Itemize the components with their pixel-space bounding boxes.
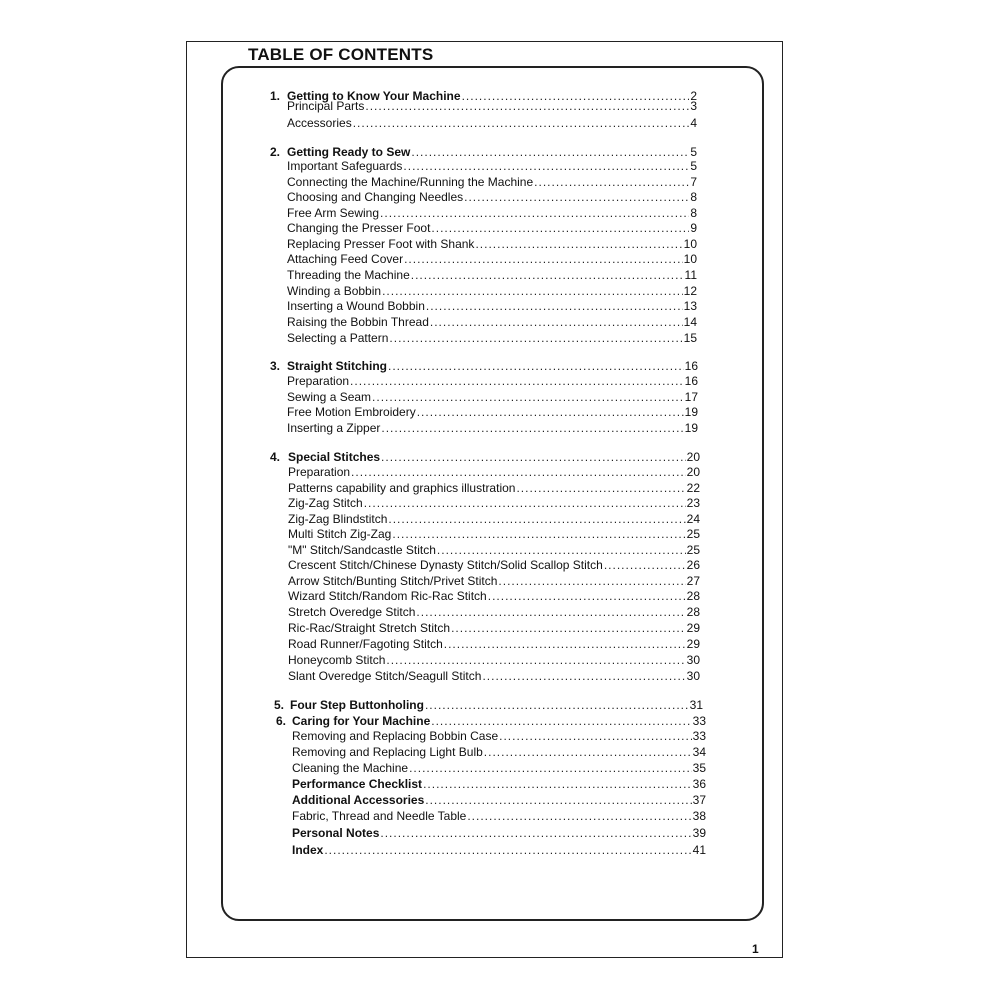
toc-entry-row <box>288 574 700 589</box>
toc-entry-row <box>287 175 697 190</box>
toc-page-number: 5 <box>690 145 697 159</box>
dot-leader <box>431 221 689 236</box>
toc-entry-label: Free Arm Sewing <box>287 206 380 220</box>
toc-entry-row <box>287 315 697 330</box>
toc-entry-label: Getting Ready to Sew <box>287 145 411 159</box>
toc-page-number: 17 <box>684 390 698 404</box>
toc-page-number: 33 <box>692 714 706 728</box>
toc-entry-row <box>287 421 698 436</box>
toc-page-number: 20 <box>686 450 700 464</box>
toc-entry-row <box>287 284 697 299</box>
toc-section-row <box>276 714 706 729</box>
dot-leader <box>365 99 689 114</box>
toc-entry-row <box>288 589 700 604</box>
toc-entry-label: Wizard Stitch/Random Ric-Rac Stitch <box>288 589 487 603</box>
dot-leader <box>425 793 691 808</box>
dot-leader <box>464 190 689 205</box>
toc-entry-row <box>287 237 697 252</box>
toc-entry-label: Caring for Your Machine <box>292 714 431 728</box>
toc-entry-row <box>292 777 706 792</box>
toc-entry-row <box>287 190 697 205</box>
toc-page-number: 8 <box>690 190 697 204</box>
toc-entry-row <box>288 621 700 636</box>
dot-leader <box>351 465 686 480</box>
toc-page-number: 2 <box>690 89 697 103</box>
dot-leader <box>423 777 692 792</box>
toc-entry-label: Slant Overedge Stitch/Seagull Stitch <box>288 669 482 683</box>
toc-entry-label: Removing and Replacing Light Bulb <box>292 745 483 759</box>
toc-entry-row <box>292 809 706 824</box>
dot-leader <box>444 637 686 652</box>
toc-entry-row <box>287 405 698 420</box>
toc-page-number: 19 <box>684 421 698 435</box>
dot-leader <box>389 331 682 346</box>
toc-entry-row <box>292 729 706 744</box>
toc-page-number: 34 <box>692 745 706 759</box>
toc-entry-label: Replacing Presser Foot with Shank <box>287 237 475 251</box>
dot-leader <box>604 558 686 573</box>
toc-entry-label: Straight Stitching <box>287 359 387 373</box>
toc-section-row <box>274 698 703 713</box>
toc-entry-label: Fabric, Thread and Needle Table <box>292 809 467 823</box>
toc-page-number: 25 <box>686 543 700 557</box>
toc-page-number: 9 <box>690 221 697 235</box>
toc-entry-label: Honeycomb Stitch <box>288 653 386 667</box>
toc-entry-label: Changing the Presser Foot <box>287 221 431 235</box>
toc-entry-label: Attaching Feed Cover <box>287 252 404 266</box>
toc-page-number: 25 <box>686 527 700 541</box>
toc-entry-row <box>292 826 706 841</box>
dot-leader <box>488 589 686 604</box>
toc-entry-label: Winding a Bobbin <box>287 284 382 298</box>
toc-page-number: 33 <box>692 729 706 743</box>
dot-leader <box>364 496 686 511</box>
dot-leader <box>516 481 685 496</box>
toc-entry-label: Preparation <box>287 374 350 388</box>
toc-entry-label: Connecting the Machine/Running the Machine <box>287 175 534 189</box>
toc-entry-row <box>288 637 700 652</box>
toc-entry-label: Road Runner/Fagoting Stitch <box>288 637 443 651</box>
toc-entry-label: Zig-Zag Stitch <box>288 496 363 510</box>
toc-page-number: 29 <box>686 621 700 635</box>
toc-entry-row <box>287 390 698 405</box>
toc-entry-row <box>287 206 697 221</box>
toc-entry-label: Sewing a Seam <box>287 390 372 404</box>
toc-page-number: 24 <box>686 512 700 526</box>
toc-page-number: 37 <box>692 793 706 807</box>
toc-entry-label: Removing and Replacing Bobbin Case <box>292 729 499 743</box>
toc-page-number: 19 <box>684 405 698 419</box>
toc-entry-label: Personal Notes <box>292 826 380 840</box>
toc-entry-row <box>292 745 706 760</box>
toc-entry-row <box>288 527 700 542</box>
toc-entry-label: Special Stitches <box>288 450 381 464</box>
toc-entry-label: Threading the Machine <box>287 268 410 282</box>
dot-leader <box>430 315 683 330</box>
toc-entry-label: Patterns capability and graphics illustration <box>288 481 516 495</box>
toc-entry-row <box>288 653 700 668</box>
toc-page-number: 16 <box>684 359 698 373</box>
dot-leader <box>404 252 683 267</box>
toc-entry-row <box>288 465 700 480</box>
page-number: 1 <box>752 942 759 956</box>
dot-leader <box>381 450 686 465</box>
toc-entry-label: Crescent Stitch/Chinese Dynasty Stitch/Solid Scallop Stitch <box>288 558 603 572</box>
toc-entry-label: Performance Checklist <box>292 777 423 791</box>
dot-leader <box>372 390 684 405</box>
dot-leader <box>411 268 684 283</box>
toc-page-number: 11 <box>684 268 697 282</box>
dot-leader <box>498 574 685 589</box>
toc-page-number: 14 <box>683 315 697 329</box>
toc-section-number: 4. <box>270 450 281 464</box>
toc-page-number: 8 <box>690 206 697 220</box>
toc-entry-row <box>288 605 700 620</box>
toc-section-row <box>270 359 698 374</box>
toc-entry-label: Multi Stitch Zig-Zag <box>288 527 392 541</box>
dot-leader <box>534 175 689 190</box>
toc-entry-label: Accessories <box>287 116 352 130</box>
toc-entry-row <box>287 116 697 131</box>
toc-page-number: 15 <box>683 331 697 345</box>
toc-page-number: 5 <box>690 159 697 173</box>
toc-page-number: 30 <box>686 653 700 667</box>
toc-page-number: 39 <box>692 826 706 840</box>
toc-page-number: 22 <box>686 481 700 495</box>
toc-entry-label: Free Motion Embroidery <box>287 405 416 419</box>
dot-leader <box>388 359 684 374</box>
toc-entry-row <box>288 481 700 496</box>
toc-entry-row <box>287 221 697 236</box>
toc-entry-label: Raising the Bobbin Thread <box>287 315 429 329</box>
toc-page-number: 10 <box>683 237 697 251</box>
toc-entry-row <box>292 761 706 776</box>
toc-entry-label: Four Step Buttonholing <box>290 698 424 712</box>
toc-entry-row <box>287 99 697 114</box>
toc-entry-row <box>288 669 700 684</box>
dot-leader <box>484 745 692 760</box>
toc-entry-label: Principal Parts <box>287 99 365 113</box>
toc-section-row <box>270 450 700 465</box>
dot-leader <box>417 405 684 420</box>
toc-entry-row <box>292 793 706 808</box>
toc-page-number: 29 <box>686 637 700 651</box>
toc-entry-label: Inserting a Wound Bobbin <box>287 299 425 313</box>
dot-leader <box>324 843 691 858</box>
toc-page-number: 28 <box>686 605 700 619</box>
toc-entry-row <box>288 543 700 558</box>
page-title: TABLE OF CONTENTS <box>248 45 434 64</box>
dot-leader <box>388 512 685 527</box>
toc-section-number: 2. <box>270 145 281 159</box>
dot-leader <box>392 527 685 542</box>
toc-section-number: 5. <box>274 698 285 712</box>
toc-page-number: 26 <box>686 558 700 572</box>
toc-entry-row <box>288 512 700 527</box>
toc-page-number: 35 <box>692 761 706 775</box>
toc-section-row <box>270 145 697 160</box>
dot-leader <box>467 809 691 824</box>
toc-page-number: 16 <box>684 374 698 388</box>
toc-page-number: 41 <box>692 843 706 857</box>
toc-page-number: 28 <box>686 589 700 603</box>
toc-entry-label: Stretch Overedge Stitch <box>288 605 416 619</box>
toc-entry-row <box>287 268 697 283</box>
toc-entry-label: Ric-Rac/Straight Stretch Stitch <box>288 621 451 635</box>
dot-leader <box>382 284 683 299</box>
toc-entry-label: Getting to Know Your Machine <box>287 89 461 103</box>
dot-leader <box>475 237 682 252</box>
toc-section-number: 1. <box>270 89 281 103</box>
toc-entry-row <box>288 496 700 511</box>
toc-page-number: 23 <box>686 496 700 510</box>
toc-entry-label: Arrow Stitch/Bunting Stitch/Privet Stitch <box>288 574 498 588</box>
toc-entry-label: Inserting a Zipper <box>287 421 381 435</box>
toc-entry-row <box>287 252 697 267</box>
dot-leader <box>411 145 689 160</box>
toc-entry-label: Zig-Zag Blindstitch <box>288 512 388 526</box>
toc-entry-row <box>287 299 697 314</box>
toc-entry-row <box>287 331 697 346</box>
toc-page-number: 10 <box>683 252 697 266</box>
dot-leader <box>416 605 685 620</box>
toc-entry-label: Important Safeguards <box>287 159 403 173</box>
toc-page-number: 20 <box>686 465 700 479</box>
toc-entry-label: Preparation <box>288 465 351 479</box>
toc-section-number: 6. <box>276 714 287 728</box>
toc-entry-row <box>287 159 697 174</box>
dot-leader <box>403 159 689 174</box>
dot-leader <box>437 543 686 558</box>
dot-leader <box>431 714 691 729</box>
dot-leader <box>380 826 691 841</box>
toc-entry-row <box>288 558 700 573</box>
toc-entry-label: Cleaning the Machine <box>292 761 409 775</box>
dot-leader <box>499 729 692 744</box>
toc-entry-label: Choosing and Changing Needles <box>287 190 464 204</box>
toc-page-number: 12 <box>683 284 697 298</box>
toc-page-number: 13 <box>683 299 697 313</box>
toc-entry-label: "M" Stitch/Sandcastle Stitch <box>288 543 436 557</box>
dot-leader <box>386 653 685 668</box>
dot-leader <box>353 116 690 131</box>
toc-page-number: 31 <box>689 698 703 712</box>
toc-page-number: 3 <box>690 99 697 113</box>
dot-leader <box>381 421 683 436</box>
toc-entry-label: Selecting a Pattern <box>287 331 389 345</box>
dot-leader <box>425 698 689 713</box>
toc-page-number: 7 <box>690 175 697 189</box>
toc-entry-row <box>292 843 706 858</box>
toc-page-number: 27 <box>686 574 700 588</box>
toc-entry-label: Additional Accessories <box>292 793 425 807</box>
dot-leader <box>482 669 685 684</box>
dot-leader <box>426 299 683 314</box>
dot-leader <box>409 761 692 776</box>
toc-section-number: 3. <box>270 359 281 373</box>
toc-page-number: 36 <box>692 777 706 791</box>
dot-leader <box>380 206 689 221</box>
toc-page-number: 4 <box>690 116 697 130</box>
toc-page-number: 30 <box>686 669 700 683</box>
toc-entry-label: Index <box>292 843 324 857</box>
dot-leader <box>451 621 686 636</box>
toc-page-number: 38 <box>692 809 706 823</box>
dot-leader <box>350 374 684 389</box>
toc-entry-row <box>287 374 698 389</box>
